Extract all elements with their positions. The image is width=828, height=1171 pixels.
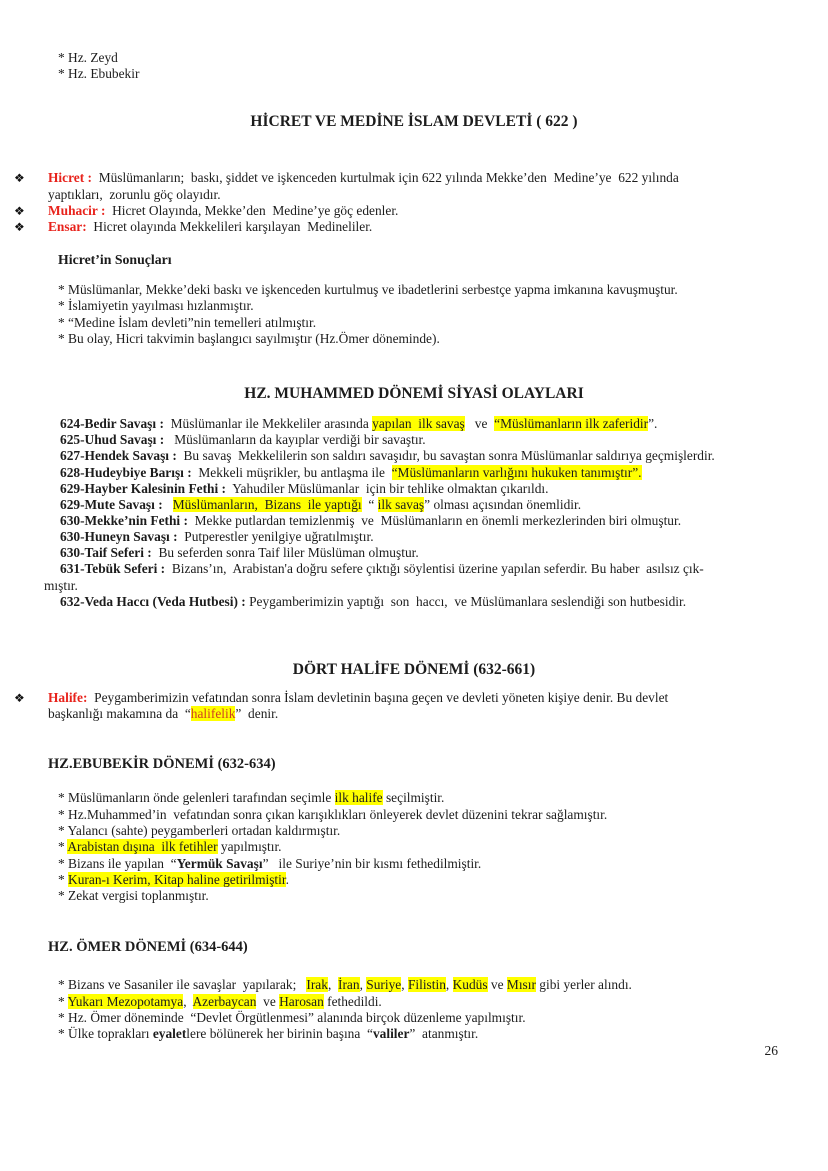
text-run: * xyxy=(58,839,68,855)
text-line xyxy=(44,513,820,529)
highlighted-text: ilk savaş xyxy=(377,496,425,512)
text-run: 629-Mute Savaşı : xyxy=(60,496,167,512)
text-line: * İslamiyetin yayılması hızlanmıştır. xyxy=(58,298,254,314)
text-run: * Hz.Muhammed’in vefatından sonra çıkan karışıklıkları önleyerek devlet düzenini tekrar sağlamıştır. xyxy=(58,806,608,822)
text-run: 624-Bedir Savaşı : xyxy=(60,416,168,432)
highlighted-text: Yukarı Mezopotamya xyxy=(67,993,184,1009)
text-run: , xyxy=(401,977,408,993)
omer-items-list xyxy=(58,977,828,1042)
text-run: , xyxy=(183,993,193,1009)
text-run: 627-Hendek Savaşı : xyxy=(60,448,181,464)
text-run xyxy=(166,497,173,512)
highlighted-text: İran xyxy=(338,977,360,993)
highlighted-text: “Müslümanların ilk zaferidir xyxy=(494,416,649,432)
highlighted-text: Azerbaycan xyxy=(192,993,257,1009)
text-run: Peygamberimizin vefatından sonra İslam devletinin başına geçen ve devleti yöneten kişiye denir. Bu devlet xyxy=(87,689,669,705)
text-run: * xyxy=(58,993,68,1009)
highlighted-text: yapılan ilk savaş xyxy=(372,416,465,432)
text-run: lere bölünerek her birinin başına “ xyxy=(186,1026,373,1041)
text-line xyxy=(58,977,828,993)
text-run: 625-Uhud Savaşı : xyxy=(60,432,168,448)
text-run: * Ülke toprakları xyxy=(58,1026,153,1041)
text-line: * Müslümanlar, Mekke’deki baskı ve işkenceden kurtulmuş ve ibadetlerini serbestçe yapma imkanına kavuşmuştur. xyxy=(58,282,678,298)
text-run: 632-Veda Haccı (Veda Hutbesi) : xyxy=(60,593,250,609)
hicret-results-heading: Hicret’in Sonuçları xyxy=(58,252,172,268)
text-run: seçilmiştir. xyxy=(382,790,445,806)
text-line xyxy=(44,545,820,561)
definition-text xyxy=(48,219,804,235)
highlighted-text: Filistin xyxy=(407,977,446,993)
diamond-bullet-icon: ❖ xyxy=(14,203,25,218)
text-run: valiler xyxy=(372,1026,410,1041)
text-run: gibi yerler alındı. xyxy=(535,977,632,993)
text-run: Müslümanların da kayıplar verdiği bir savaştır. xyxy=(167,432,426,448)
text-line xyxy=(44,416,820,432)
highlighted-text: Kudüs xyxy=(452,977,488,993)
text-run: Bu savaş Mekkelilerin son saldırı savaşıdır, bu savaştan sonra Müslümanlar saldırıya geçmişlerdir. xyxy=(180,448,715,464)
text-run: ” denir. xyxy=(235,706,279,722)
text-line xyxy=(58,856,828,872)
text-line xyxy=(58,839,828,855)
text-line: * Bu olay, Hicri takvimin başlangıcı sayılmıştır (Hz.Ömer döneminde). xyxy=(58,330,440,346)
red-term-label: Halife: xyxy=(48,689,88,705)
section-title-hicret: HİCRET VE MEDİNE İSLAM DEVLETİ ( 622 ) xyxy=(250,113,578,131)
omer-heading: HZ. ÖMER DÖNEMİ (634-644) xyxy=(48,939,248,956)
diamond-bullet-icon: ❖ xyxy=(14,220,25,235)
definition-text xyxy=(48,203,804,219)
text-run: ve xyxy=(464,416,495,432)
red-term-label: Muhacir : xyxy=(48,202,109,218)
text-run: * Hz. Ömer döneminde “Devlet Örgütlenmesi” alanında birçok düzenleme yapılmıştır. xyxy=(58,1009,526,1025)
text-run: Müslümanların; baskı, şiddet ve işkenceden kurtulmak için 622 yılında Mekke’den Medine’ye 622 yılında xyxy=(95,170,679,186)
text-run: Müslümanlar ile Mekkeliler arasında xyxy=(167,416,373,432)
red-term-label: Hicret : xyxy=(48,170,96,186)
text-run: ” olması açısından önemlidir. xyxy=(424,496,582,512)
highlighted-text: Suriye xyxy=(366,977,402,993)
page-number: 26 xyxy=(764,1043,778,1058)
text-line xyxy=(44,594,820,610)
text-line: * Hz. Zeyd xyxy=(58,50,118,65)
text-run: 628-Hudeybiye Barışı : xyxy=(60,464,196,480)
red-term-label: Ensar: xyxy=(48,219,91,235)
text-run: , xyxy=(359,977,367,993)
political-events-list xyxy=(0,416,828,610)
definition-text xyxy=(48,170,804,202)
definition-item xyxy=(14,219,804,235)
section-title-muhammed: HZ. MUHAMMED DÖNEMİ SİYASİ OLAYLARI xyxy=(244,385,584,403)
text-run: 631-Tebük Seferi : xyxy=(60,561,169,577)
text-line xyxy=(44,497,820,513)
text-run: yapılmıştır. xyxy=(217,839,282,855)
text-run: . xyxy=(285,871,289,887)
text-run: , xyxy=(445,977,453,993)
text-line xyxy=(44,448,820,464)
halife-definition xyxy=(0,690,828,722)
text-line xyxy=(58,888,828,904)
text-run: Yahudiler Müslümanlar için bir tehlike olmaktan çıkarıldı. xyxy=(229,480,549,496)
text-run: * xyxy=(58,871,69,887)
definition-item xyxy=(14,202,804,219)
text-run: * Müslümanların önde gelenleri tarafından seçimle xyxy=(58,790,335,806)
highlighted-text: ilk halife xyxy=(334,790,383,806)
text-line xyxy=(58,790,828,806)
text-run: 629-Hayber Kalesinin Fethi : xyxy=(60,480,230,496)
top-list xyxy=(58,0,828,82)
diamond-bullet-icon: ❖ xyxy=(14,690,25,705)
text-run: Bu seferden sonra Taif liler Müslüman olmuştur. xyxy=(155,545,419,561)
text-run: ve xyxy=(487,977,507,993)
text-line xyxy=(58,994,828,1010)
text-run: ” atanmıştır. xyxy=(409,1026,479,1041)
diamond-bullet-icon: ❖ xyxy=(14,171,25,186)
text-run: mıştır. xyxy=(44,577,78,593)
text-line xyxy=(44,432,820,448)
text-run: 630-Huneyn Savaşı : xyxy=(60,529,181,545)
hicret-definitions xyxy=(0,170,828,235)
text-run: Peygamberimizin yaptığı son haccı, ve Müslümanlara seslendiği son hutbesidir. xyxy=(249,593,687,609)
text-run: Hicret olayında Mekkelileri karşılayan Medineliler. xyxy=(90,219,373,235)
text-line: * Hz. Ebubekir xyxy=(58,66,140,82)
hicret-results-list xyxy=(58,282,828,347)
text-line xyxy=(44,561,820,593)
section-title-dort-halife: DÖRT HALİFE DÖNEMİ (632-661) xyxy=(292,660,536,678)
text-line xyxy=(58,823,828,839)
highlighted-text: Kuran-ı Kerim, Kitap haline getirilmiştir xyxy=(68,871,286,887)
text-run: yaptıkları, zorunlu göç olayıdır. xyxy=(48,186,221,202)
highlighted-text: halifelik xyxy=(190,706,236,722)
text-run: ” ile Suriye’nin bir kısmı fethedilmiştir. xyxy=(262,855,482,871)
text-run: Mekkeli müşrikler, bu antlaşma ile xyxy=(195,464,392,480)
text-run: 630-Mekke’nin Fethi : xyxy=(60,512,192,528)
text-run: Yermük Savaşı xyxy=(176,855,263,871)
text-run: * Bizans ile yapılan “ xyxy=(58,855,177,871)
highlighted-text: “Müslümanların varlığını hukuken tanımıştır”. xyxy=(391,464,642,480)
text-run: ve xyxy=(256,993,280,1009)
highlighted-text: Irak xyxy=(306,977,328,993)
text-run: “ xyxy=(361,496,378,512)
text-run: 630-Taif Seferi : xyxy=(60,545,156,561)
text-run: Putperestler yenilgiye uğratılmıştır. xyxy=(180,529,374,545)
text-run: Mekke putlardan temizlenmiş ve Müslümanların en önemli merkezlerinden biri olmuştur. xyxy=(191,512,682,528)
text-run: , xyxy=(327,977,338,993)
text-run: fethedildi. xyxy=(323,993,382,1009)
text-line xyxy=(58,1026,828,1042)
text-line xyxy=(44,481,820,497)
definition-item xyxy=(14,170,804,202)
text-run: * Bizans ve Sasaniler ile savaşlar yapılarak; xyxy=(58,977,307,993)
text-run: * Yalancı (sahte) peygamberleri ortadan kaldırmıştır. xyxy=(58,822,341,838)
highlighted-text: Arabistan dışına ilk fetihler xyxy=(67,839,218,855)
highlighted-text: Mısır xyxy=(506,977,536,993)
ebubekir-heading: HZ.EBUBEKİR DÖNEMİ (632-634) xyxy=(48,756,276,773)
text-line: * “Medine İslam devleti”nin temelleri atılmıştır. xyxy=(58,314,317,330)
text-run: eyalet xyxy=(152,1026,187,1041)
text-line xyxy=(44,465,820,481)
text-run: * Zekat vergisi toplanmıştır. xyxy=(58,888,209,904)
ebubekir-items-list xyxy=(58,790,828,904)
definition-text xyxy=(48,690,804,722)
text-line xyxy=(58,1010,828,1026)
text-line xyxy=(58,872,828,888)
highlighted-text: Müslümanların, Bizans ile yaptığı xyxy=(172,496,362,512)
text-run: Hicret Olayında, Mekke’den Medine’ye göç edenler. xyxy=(108,202,399,218)
text-run: ”. xyxy=(648,416,658,432)
definition-item xyxy=(14,689,804,722)
text-line xyxy=(44,529,820,545)
highlighted-text: Harosan xyxy=(279,993,324,1009)
text-line xyxy=(58,807,828,823)
text-run: başkanlığı makamına da “ xyxy=(48,706,191,722)
text-run: Bizans’ın, Arabistan'a doğru sefere çıktığı söylentisi üzerine yapılan seferdir. Bu haber asılsız çık- xyxy=(168,561,704,577)
